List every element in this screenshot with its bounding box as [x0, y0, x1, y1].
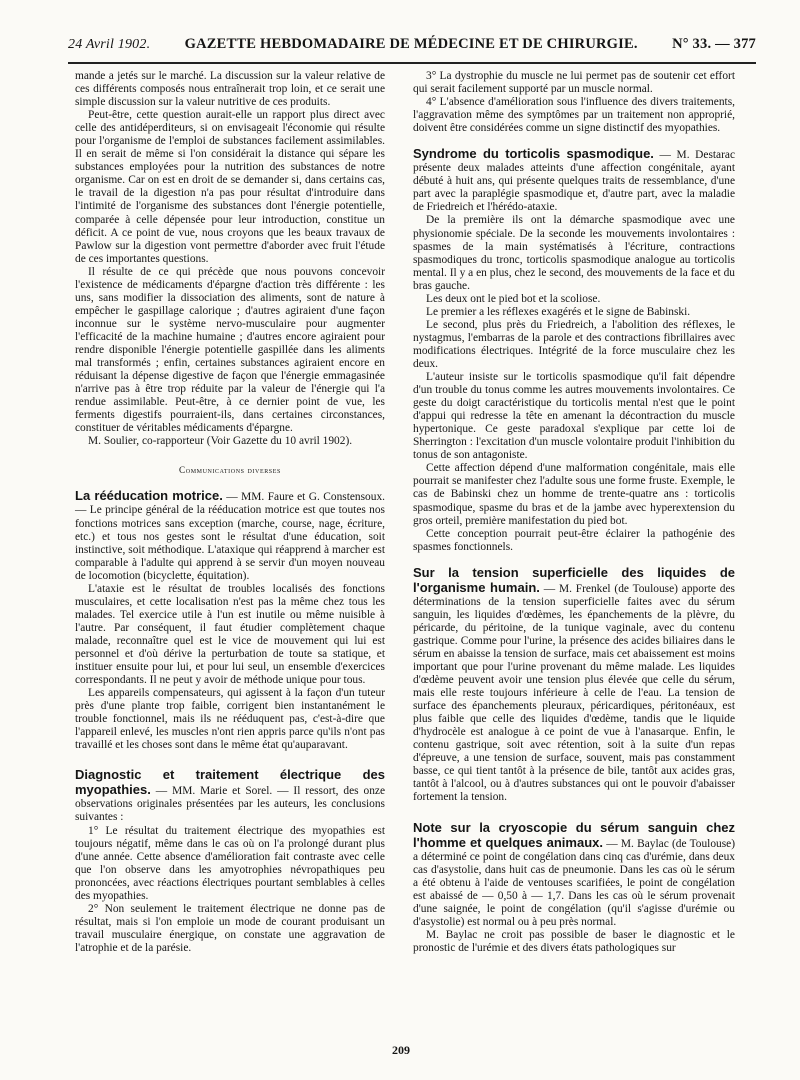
article-title: Diagnostic et traitement électrique des myopathies. [75, 767, 385, 798]
article-tension-superficielle [413, 566, 735, 805]
paragraph: Cette conception pourrait peut-être éclairer la pathogénie des spasmes fonctionnels. [413, 527, 735, 553]
header-rule [68, 62, 756, 64]
article-lead-text: — M. Frenkel (de Toulouse) apporte des déterminations de la tension superficielle faites avec du sérum sanguin, les liquides d'œdèmes, les épanchements de la plèvre, du péricarde, du péritoine, de la tunique vaginale, avec du contenu gastrique. Comme pour l'urine, la présence des acides biliaires dans le sérum en abaisse la tension de surface, mais cet abaissement est moins important que pour l'urine provenant du même malade. Les liquides d'œdème peuvent avoir une tension plus élevée que celle du sérum, mais elle reste toujours inférieure à celle de l'eau. La tension de surface des épanchements pleuraux, péricardiques, péritonéaux, est plus faible que celle des liquides d'œdème, tandis que le liquide d'hydrocèle est analogue à ce point de vue à l'anasarque. Enfin, le contenu gastrique, soit avec rétention, soit à la suite d'un repas d'épreuve, a une tension de surface, souvent, mais pas constamment basse, ce qui tient tantôt à la présence de bile, tantôt aux acides gras, tantôt à l'alcool, ou à d'autres substances qui ont le pouvoir d'abaisser fortement la tension. [413, 582, 735, 804]
article-title: Note sur la cryoscopie du sérum sanguin chez l'homme et quelques animaux. [413, 819, 735, 850]
left-column [75, 70, 385, 955]
article-lead [413, 821, 735, 929]
article-torticolis [413, 147, 735, 553]
article-reeducation [75, 489, 385, 752]
paragraph: M. Baylac ne croit pas possible de baser le diagnostic et le pronostic de l'urémie et des divers états pathologiques sur [413, 928, 735, 954]
issue-date: 24 Avril 1902. [68, 37, 151, 52]
conclusion-item: 2° Non seulement le traitement électrique ne donne pas de résultat, mais si l'on emploie un mode de courant produisant un travail musculaire énergique, on constate une aggravation de l'atrophie et de la parésie. [75, 902, 385, 954]
corapporteur-note: M. Soulier, co-rapporteur (Voir Gazette du 10 avril 1902). [88, 435, 353, 448]
journal-title: GAZETTE HEBDOMADAIRE DE MÉDECINE ET DE CHIRURGIE. [184, 36, 638, 52]
article-lead [75, 489, 385, 582]
paragraph: L'auteur insiste sur le torticolis spasmodique qu'il fait dépendre d'un trouble du tonus comme les autres mouvements involontaires. Ce geste du doigt caractéristique du torticolis mental n'est que le point d'appui qui redresse la tête en amenant la décontraction du muscle hypertonique. Ce geste paradoxal s'explique par cette loi de Sherrington : l'excitation d'un muscle volontaire produit l'inhibition du tonus de son antagoniste. [413, 371, 735, 462]
conclusion-item: 1° Le résultat du traitement électrique des myopathies est toujours négatif, même dans le cas où on l'a prolongé durant plus d'une année. Cette absence d'amélioration fait contraste avec celle que l'on observe dans les amyotrophies névropathiques peu prononcées, avec réactions électriques pourtant semblables à celles des myopathies. [75, 824, 385, 902]
article-lead [75, 768, 385, 824]
article-lead [413, 566, 735, 805]
article-title: Sur la tension superficielle des liquides de l'organisme humain. [413, 564, 735, 595]
paragraph: Les deux ont le pied bot et la scoliose. [426, 292, 601, 305]
article-lead-text: — MM. Faure et G. Constensoux. — Le principe général de la rééducation motrice est que toutes nos fonctions motrices sans exception (marche, course, nage, écriture, etc.) et tous nos gestes sont le résultat d'une éducation, soit instinctive, soit méthodique. L'ataxique qui réapprend à marcher est comparable à l'adulte qui apprend à se servir d'un moyen nouveau de locomotion (bicyclette, équitation). [75, 491, 385, 582]
article-title: Syndrome du torticolis spasmodique. [413, 146, 654, 162]
article-lead [413, 147, 735, 214]
paragraph: Peut-être, cette question aurait-elle un rapport plus direct avec celle des antidéperditeurs, si on envisageait l'économie qui résulte pour l'organisme de l'emploi de substances facilement assimilables. Il en serait de même si l'on considérait la distance qui sépare les substances employées pour la nutrition des substances de notre organisme. Car on est en droit de se demander si, dans certains cas, le travail de la digestion n'a pas pour résultat d'introduire dans l'intimité de l'organisme des substances dont l'énergie potentielle, comparée à celle dépensée pour leur introduction, constitue un déficit. A ce point de vue, nous croyons que les beaux travaux de Pawlow sur la digestion vont permettre d'aborder avec fruit l'étude de ces importantes questions. [75, 109, 385, 265]
paragraph: Il résulte de ce qui précède que nous pouvons concevoir l'existence de médicaments d'épargne d'action très différente : les uns, sans modifier la dissociation des aliments, sont de nature à empêcher le gaspillage calorique ; d'autres agiraient d'une façon inconnue sur le système nervo-musculaire pour augmenter l'efficacité de la machine humaine ; d'autres encore agiraient pour rendre disponible l'énergie potentielle gaspillée dans les aliments mal transformés ; enfin, certaines substances agiraient encore en réduisant la dépense digestive de façon que l'énergie emmagasinée n'arrive pas à être trop réduite par la valeur de l'énergie qui l'a rendue assimilable. Peut-être, à ce dernier point de vue, les ferments digestifs pourraient-ils, dans certaines circonstances, constituer de véritables médicaments d'épargne. [75, 265, 385, 435]
article-lead-text: — M. Destarac présente deux malades atteints d'une affection congénitale, ayant débuté à huit ans, qui présente quelques traits de ressemblance, d'une part avec la paraplégie spasmodique et, d'autre part, avec la maladie de Friedreich et l'hérédo-ataxie. [413, 149, 735, 214]
conclusion-item: 3° La dystrophie du muscle ne lui permet pas de soutenir cet effort qui serait facilement supporté par un muscle normal. [413, 70, 735, 96]
article-lead-text: — MM. Marie et Sorel. — Il ressort, des onze observations originales présentées par les auteurs, les conclusions suivantes : [75, 785, 385, 824]
paragraph: mande a jetés sur le marché. La discussion sur la valeur relative de ces différents composés nous entraînerait trop loin, et ce serait une simple discussion sur la valeur nutritive de ces produits. [75, 70, 385, 109]
paragraph: Le second, plus près du Friedreich, a l'abolition des réflexes, le nystagmus, l'embarras de la parole et des contractions fibrillaires avec modifications électriques. Intégrité de la force musculaire chez les deux. [413, 318, 735, 370]
section-heading: Communications diverses [179, 465, 281, 476]
paragraph: Cette affection dépend d'une malformation congénitale, mais elle pourrait se manifester chez l'adulte sous une forme fruste. Exemple, le cas de Babinski chez un homme de trente-quatre ans : torticolis spasmodique, spasme du bras et de la jambe avec hyperextension du gros orteil, première manifestation du pied bot. [413, 462, 735, 527]
right-column [413, 70, 735, 955]
article-lead-text: — M. Baylac (de Toulouse) a déterminé ce point de congélation dans cinq cas d'urémie, dans deux cas d'asystolie, dans huit cas de pneumonie. Dans les cas où le sérum a été obtenu à l'aide de ventouses scarifiées, le point de congélation est abaissé de — 0,50 à — 1,7. Dans les cas où le sérum provenait d'une saignée, le point de congélation (qu'il s'agisse d'urémie ou d'asystolie) est normal ou à peu près normal. [413, 837, 735, 928]
paragraph: Le premier a les réflexes exagérés et le signe de Babinski. [426, 305, 691, 318]
issue-page-number: N° 33. — 377 [672, 36, 756, 52]
paragraph: Les appareils compensateurs, qui agissent à la façon d'un tuteur près d'une plante trop faible, corrigent bien instantanément le trouble fonctionnel, mais ils ne rééduquent pas, c'est-à-dire que l'appareil enlevé, les muscles n'ont rien appris parce qu'ils n'ont pas travaillé et les choses sont dans le même état qu'auparavant. [75, 687, 385, 752]
article-myopathies [75, 768, 385, 955]
paragraph: De la première ils ont la démarche spasmodique avec une physionomie spéciale. De la seconde les mouvements involontaires : spasmes de la main systématisés à l'écriture, contractions spasmodiques du tronc, torticolis spasmodique analogue au torticolis mental. Il y a en plus, chez le second, des mouvements de la face et du bras gauche. [413, 214, 735, 292]
running-header [68, 36, 756, 60]
conclusion-item: 4° L'absence d'amélioration sous l'influence des divers traitements, l'aggravation même des symptômes par un traitement non approprié, doivent être considérées comme un signe distinctif des myopathies. [413, 96, 735, 135]
article-cryoscopie [413, 821, 735, 955]
paragraph: L'ataxie est le résultat de troubles localisés des fonctions musculaires, et cette localisation n'est pas la même chez tous les malades. Tel exercice utile à l'un est inutile ou même nuisible à l'autre. Par conséquent, il faut étudier complètement chaque malade, reconnaître quel est le vice de mouvement qui lui est personnel et d'où dérive la perturbation de toute sa statique, et instituer ensuite pour lui, et pour lui seul, un ensemble d'exercices correspondants. Il ne peut y avoir de méthode unique pour tous. [75, 582, 385, 687]
article-title: La rééducation motrice. [75, 488, 223, 504]
folio-number: 209 [392, 1043, 410, 1057]
